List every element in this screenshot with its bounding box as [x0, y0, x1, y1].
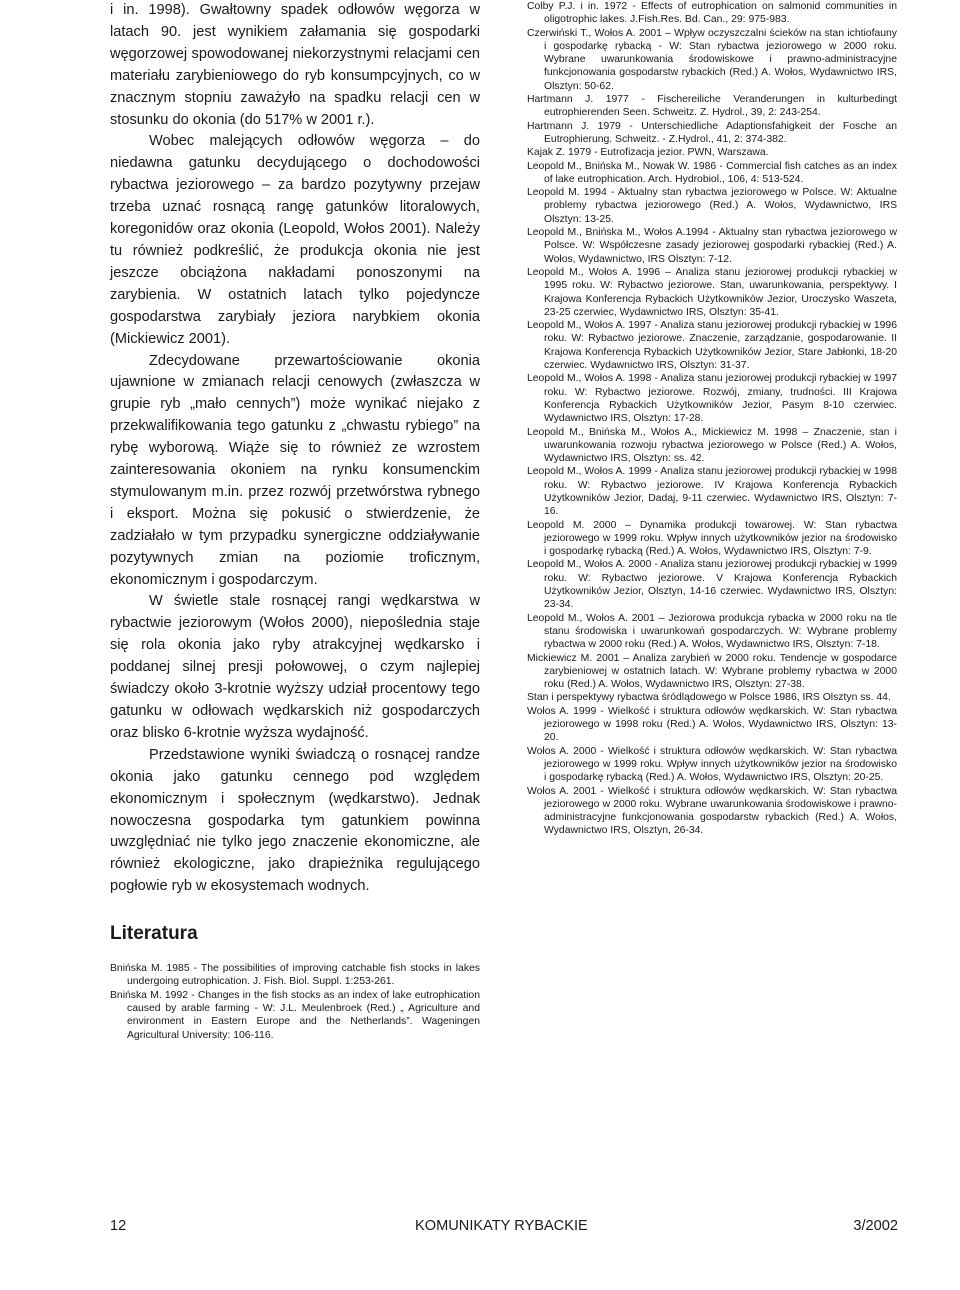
- reference-item: Leopold M. 1994 - Aktualny stan rybactwa jeziorowego w Polsce. W: Aktualne problemy rybactwa jeziorowego (Red.) A. Wołos, Wydawnictwo, IRS Olsztyn: 13-25.: [527, 187, 897, 225]
- reference-item: Leopold M., Wołos A. 1998 - Analiza stanu jeziorowej produkcji rybackiej w 1997 roku. W: Rybactwo jeziorowe. Rozwój, zmiany, trudności. III Krajowa Konferencja Rybackich Użytkowników Jezior, Pasym 8-10 czerwiec. Wydawnictwo IRS, Olsztyn: 17-28.: [527, 373, 897, 425]
- reference-item: Leopold M., Bnińska M., Wołos A., Mickiewicz M. 1998 – Znaczenie, stan i uwarunkowania rozwoju rybactwa jeziorowego w Polsce (Red.) A. Wołos, Wydawnictwo IRS, Olsztyn: ss. 42.: [527, 426, 897, 465]
- journal-title: KOMUNIKATY RYBACKIE: [415, 1218, 588, 1234]
- section-heading-literatura: Literatura: [110, 923, 198, 945]
- issue-number: 3/2002: [853, 1218, 898, 1234]
- reference-item: Bnińska M. 1985 - The possibilities of improving catchable fish stocks in lakes undergoing eutrophication. J. Fish. Biol. Suppl. 1:253-261.: [110, 963, 480, 988]
- reference-list-left: [110, 962, 480, 1042]
- reference-item: Colby P.J. i in. 1972 - Effects of eutrophication on salmonid communities in oligotrophic lakes. J.Fish.Res. Bd. Can., 29: 975-983.: [527, 1, 897, 26]
- reference-item: Leopold M., Wołos A. 1997 - Analiza stanu jeziorowej produkcji rybackiej w 1996 roku. W: Rybactwo jeziorowe. Znaczenie, zarządzanie, gospodarowanie. II Krajowa Konferencja Rybackich Użytkowników Jezior, Stare Jabłonki, 18-20 czerwiec. Wydawnictwo IRS, Olsztyn: 31-37.: [527, 320, 897, 372]
- reference-item: Czerwiński T., Wołos A. 2001 – Wpływ oczyszczalni ścieków na stan ichtiofauny i gospodarkę rybacką - W: Stan rybactwa jeziorowego w 2000 roku. Wybrane uwarunkowania środowiskowe i prawno-administracyjne funkcjonowania gospodarstw rybackich (Red.) A. Wołos, Wydawnictwo IRS, Olsztyn: 50-62.: [527, 27, 897, 92]
- reference-item: Mickiewicz M. 2001 – Analiza zarybień w 2000 roku. Tendencje w gospodarce zarybieniowej w ostatnich latach. W: Wybrane problemy rybactwa w 2000 roku (Red.) A. Wołos, Wydawnictwo IRS, Olsztyn: 27-38.: [527, 652, 897, 691]
- reference-item: Wołos A. 2001 - Wielkość i struktura odłowów wędkarskich. W: Stan rybactwa jeziorowego w 2000 roku. Wybrane uwarunkowania środowiskowe i prawno-administracyjne funkcjonowania gospodarstw rybackich (Red.) A. Wołos, Wydawnictwo IRS, Olsztyn, 26-34.: [527, 785, 897, 837]
- reference-item: Leopold M., Wołos A. 2001 – Jeziorowa produkcja rybacka w 2000 roku na tle stanu środowiska i uwarunkowań gospodarczych. W: Wybrane problemy rybactwa w 2000 roku (Red.) A. Wołos, Wydawnictwo IRS, Olsztyn: 7-18.: [527, 612, 897, 651]
- body-paragraph-2: Wobec malejących odłowów węgorza – do niedawna gatunku decydującego o dochodowości rybactwa jeziorowego – za bardzo pozytywny przejaw trzeba uznać rosnącą rangę gatunków litoralowych, koregonidów oraz okonia (Leopold, Wołos 2001). Należy tu również podkreślić, że produkcja okonia nie jest jeszcze obciążona nakładami ponoszonymi na zarybienia. W ostatnich latach tylko pojedyncze gospodarstwa zarybiały jeziora narybkiem okonia (Mickiewicz 2001).: [110, 133, 480, 347]
- reference-item: Leopold M., Wołos A. 1999 - Analiza stanu jeziorowej produkcji rybackiej w 1998 roku. W: Rybactwo jeziorowe. IV Krajowa Konferencja Rybackich Użytkowników Jezior, Dadaj, 9-11 czerwiec. Wydawnictwo IRS, Olsztyn: 7-16.: [527, 466, 897, 518]
- body-paragraph-5: Przedstawione wyniki świadczą o rosnącej randze okonia jako gatunku cennego pod względem ekonomicznym i społecznym (wędkarstwo). Jednak nowoczesna gospodarka tym gatunkiem powinna uwzględniać nie tylko jego znaczenie ekonomiczne, ale również ekologiczne, jako drapieżnika regulującego pogłowie ryb w ekosystemach wodnych.: [110, 746, 480, 895]
- reference-item: Kajak Z. 1979 - Eutrofizacja jezior. PWN, Warszawa.: [527, 147, 769, 159]
- reference-item: Hartmann J. 1979 - Unterschiedliche Adaptionsfahigkeit der Fosche an Eutrophierung. Schweitz. - Z.Hydrol., 41, 2: 374-382.: [527, 120, 897, 145]
- reference-item: Leopold M., Wołos A. 2000 - Analiza stanu jeziorowej produkcji rybackiej w 1999 roku. W: Rybactwo jeziorowe. V Krajowa Konferencja Rybackich Użytkowników Jezior, Olsztyn, 14-16 czerwiec. Wydawnictwo IRS, Olsztyn: 23-34.: [527, 559, 897, 611]
- page-footer: [110, 1216, 898, 1236]
- body-paragraph-1: i in. 1998). Gwałtowny spadek odłowów węgorza w latach 90. jest wynikiem załamania się gospodarki węgorzowej spowodowanej niekorzystnymi relacjami cen materiału zarybieniowego do ryb konsumpcyjnych, co w znacznym stopniu zaważyło na spadku relacji cen w stosunku do okonia (do 517% w 2001 r.).: [110, 2, 480, 128]
- reference-item: Leopold M. 2000 – Dynamika produkcji towarowej. W: Stan rybactwa jeziorowego w 1999 roku. Wpływ innych użytkowników jezior na środowisko i gospodarkę rybacką (Red.) A. Wołos, Wydawnictwo IRS, Olsztyn: 7-9.: [527, 519, 897, 558]
- reference-item: Leopold M., Wołos A. 1996 – Analiza stanu jeziorowej produkcji rybackiej w 1995 roku. W: Rybactwo jeziorowe. Stan, uwarunkowania, perspektywy. I Krajowa Konferencja Rybackich Użytkowników Jezior, Uroczysko Waszeta, 23-25 czerwiec, Wydawnictwo IRS, Olsztyn: 35-41.: [527, 266, 897, 318]
- right-column: [527, 0, 897, 838]
- reference-item: Wołos A. 2000 - Wielkość i struktura odłowów wędkarskich. W: Stan rybactwa jeziorowego w 1999 roku. Wpływ innych użytkowników jezior na środowisko i gospodarkę rybacką (Red.) A. Wołos, Wydawnictwo IRS, Olsztyn: 20-25.: [527, 745, 897, 784]
- reference-item: Wołos A. 1999 - Wielkość i struktura odłowów wędkarskich. W: Stan rybactwa jeziorowego w 1998 roku (Red.) A. Wołos, Wydawnictwo IRS, Olsztyn: 13-20.: [527, 705, 897, 744]
- body-paragraph-4: W świetle stale rosnącej rangi wędkarstwa w rybactwie jeziorowym (Wołos 2000), niepoślednia staje się rola okonia jako ryby atrakcyjnej wędkarsko i poddanej silnej presji połowowej, o czym najlepiej świadczy około 3-krotnie wyższy udział procentowy tego gatunku w odłowach wędkarskich niż gospodarczych oraz blisko 6-krotnie wyższa wydajność.: [110, 593, 480, 741]
- reference-item: Leopold M., Bnińska M., Wołos A.1994 - Aktualny stan rybactwa jeziorowego w Polsce. W: Współczesne zasady jeziorowej gospodarki rybackiej (Red.) A. Wołos, Wydawnictwo, IRS Olsztyn: 7-12.: [527, 227, 897, 265]
- reference-item: Leopold M., Bnińska M., Nowak W. 1986 - Commercial fish catches as an index of lake eutrophication. Arch. Hydrobiol., 106, 4: 513-524.: [527, 160, 897, 185]
- body-paragraph-3: Zdecydowane przewartościowanie okonia ujawnione w zmianach relacji cenowych (zwłaszcza w grupie ryb „mało cennych”) może wynikać niejako z przekwalifikowania tego gatunku z „chwastu rybiego” na rybę wyborową. Wiąże się to również ze wzrostem zainteresowania okoniem na rynku konsumenckim stymulowanym m.in. przez rozwój przetwórstwa rybnego i eksport. Można się pokusić o stwierdzenie, że zadziałało w tym przypadku synergiczne oddziaływanie pozytywnych zmian na poziomie troficznym, ekonomicznym i gospodarczym.: [110, 352, 480, 588]
- reference-item: Hartmann J. 1977 - Fischereiliche Veranderungen in kulturbedingt eutrophierenden Seen. Schweitz. Z. Hydrol., 39, 2: 243-254.: [527, 94, 897, 119]
- reference-list-right: [527, 0, 897, 838]
- reference-item: Stan i perspektywy rybactwa śródlądowego w Polsce 1986, IRS Olsztyn ss. 44.: [527, 692, 891, 704]
- page-number: 12: [110, 1218, 127, 1234]
- left-column: [110, 0, 480, 1042]
- reference-item: Bnińska M. 1992 - Changes in the fish stocks as an index of lake eutrophication caused by arable farming - W: J.L. Meulenbroek (Red.) „ Agriculture and environment in Eastern Europe and the Netherlands”. Wageningen Agricultural University: 106-116.: [110, 989, 480, 1041]
